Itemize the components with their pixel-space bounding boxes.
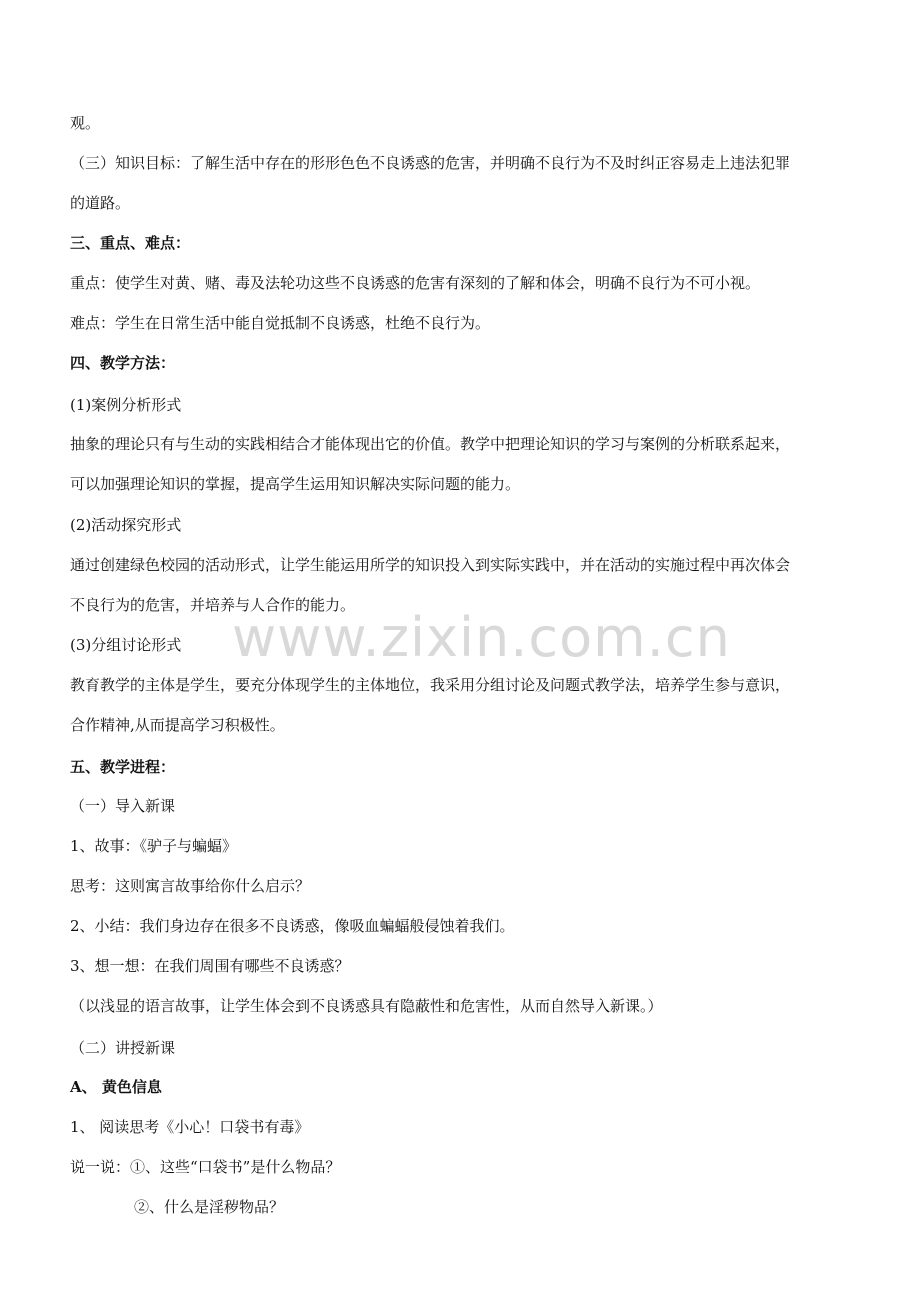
text-line: 抽象的理论只有与生动的实践相结合才能体现出它的价值。教学中把理论知识的学习与案例的分析联系起来， <box>70 435 791 453</box>
text-line: 重点：使学生对黄、赌、毒及法轮功这些不良诱惑的危害有深刻的了解和体会，明确不良行为不可小视。 <box>70 274 761 292</box>
text-line: 的道路。 <box>70 194 131 212</box>
text-line: （二）讲授新课 <box>70 1039 176 1057</box>
section-heading: 五、教学进程： <box>70 758 176 776</box>
text-line: 难点：学生在日常生活中能自觉抵制不良诱惑，杜绝不良行为。 <box>70 314 491 332</box>
text-line: 通过创建绿色校园的活动形式，让学生能运用所学的知识投入到实际实践中，并在活动的实施过程中再次体会 <box>70 556 791 574</box>
subsection-heading: A、 黄色信息 <box>70 1078 162 1096</box>
text-line: ②、什么是淫秽物品？ <box>134 1198 285 1216</box>
text-line: 思考：这则寓言故事给你什么启示？ <box>70 877 311 895</box>
text-line: （一）导入新课 <box>70 797 176 815</box>
watermark-text: www.zixin.com.cn <box>232 606 731 669</box>
text-line: （以浅显的语言故事，让学生体会到不良诱惑具有隐蔽性和危害性，从而自然导入新课。） <box>70 997 663 1015</box>
text-line: 合作精神,从而提高学习积极性。 <box>70 716 285 734</box>
text-line: (1)案例分析形式 <box>70 396 182 414</box>
text-line: 1、故事：《驴子与蝙蝠》 <box>70 837 238 855</box>
text-line: （三）知识目标：了解生活中存在的形形色色不良诱惑的危害，并明确不良行为不及时纠正容易走上违法犯罪 <box>70 154 791 172</box>
section-heading: 四、教学方法： <box>70 354 176 372</box>
text-line: 观。 <box>70 114 101 132</box>
text-line: 1、 阅读思考《小心！口袋书有毒》 <box>70 1118 310 1136</box>
text-line: 不良行为的危害，并培养与人合作的能力。 <box>70 596 356 614</box>
text-line: (3)分组讨论形式 <box>70 636 182 654</box>
text-line: 3、想一想：在我们周围有哪些不良诱惑？ <box>70 957 350 975</box>
section-heading: 三、重点、难点： <box>70 234 191 252</box>
text-line: 可以加强理论知识的掌握，提高学生运用知识解决实际问题的能力。 <box>70 475 521 493</box>
text-line: (2)活动探究形式 <box>70 516 182 534</box>
text-line: 说一说：①、这些“口袋书”是什么物品？ <box>70 1158 341 1176</box>
text-line: 2、小结：我们身边存在很多不良诱惑，像吸血蝙蝠般侵蚀着我们。 <box>70 917 515 935</box>
text-line: 教育教学的主体是学生，要充分体现学生的主体地位，我采用分组讨论及问题式教学法，培养学生参与意识， <box>70 676 791 694</box>
